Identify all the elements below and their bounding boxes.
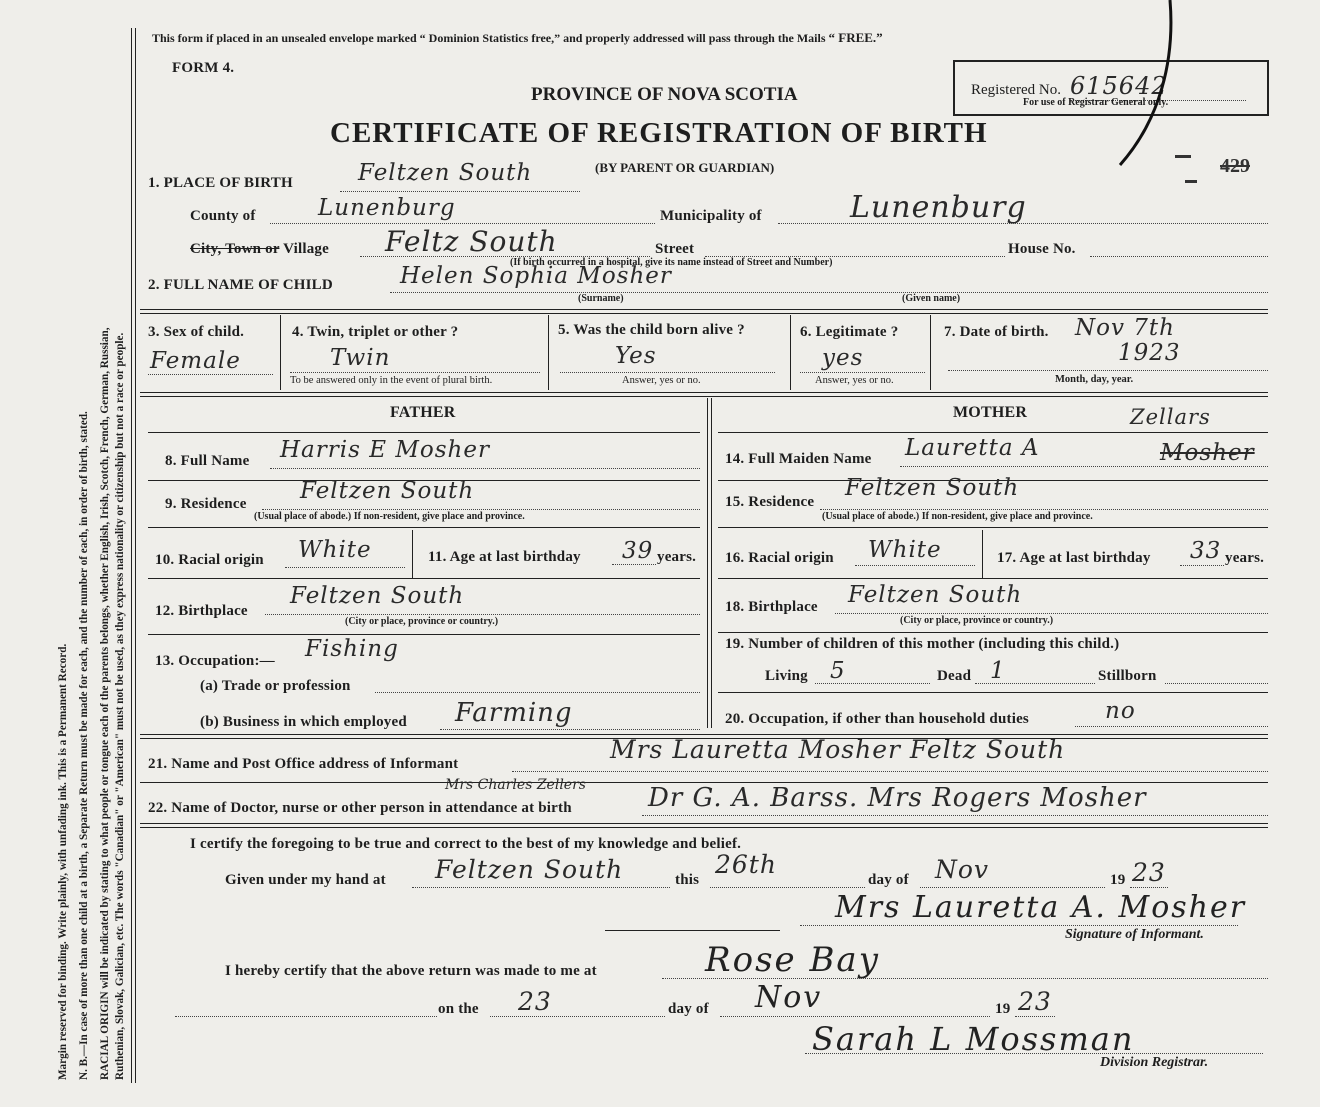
label-hereby: I hereby certify that the above return was made to me at bbox=[225, 963, 597, 979]
label-father-residence: 9. Residence bbox=[165, 496, 247, 512]
pen-stroke-mark bbox=[1115, 0, 1185, 170]
margin-racial-note-1: RACIAL ORIGIN will be indicated by stating to what people or tongue each of the parents belongs, whether English, Irish, Scotch, French, German, Russian, bbox=[99, 327, 111, 1080]
surname-note: (Surname) bbox=[578, 293, 624, 304]
label-mother-birthplace: 18. Birthplace bbox=[725, 599, 818, 615]
divider-certify bbox=[140, 823, 1268, 828]
value-village: Feltz South bbox=[385, 225, 558, 258]
label-house-no: House No. bbox=[1008, 241, 1076, 257]
registrar-signature: Sarah L Mossman bbox=[812, 1020, 1135, 1058]
value-twin: Twin bbox=[330, 345, 391, 371]
label-mother-racial: 16. Racial origin bbox=[725, 550, 834, 566]
given-name-note: (Given name) bbox=[902, 293, 961, 304]
label-street: Street bbox=[655, 241, 695, 257]
value-father-residence: Feltzen South bbox=[300, 478, 475, 504]
label-sex: 3. Sex of child. bbox=[148, 324, 245, 340]
mother-abode-note: (Usual place of abode.) If non-resident, give place and province. bbox=[822, 511, 1093, 522]
registered-number: 615642 bbox=[1070, 72, 1168, 100]
answer-note-6: Answer, yes or no. bbox=[815, 375, 894, 386]
value-living: 5 bbox=[830, 658, 846, 684]
label-dead: Dead bbox=[937, 668, 972, 684]
twin-note: To be answered only in the event of plural birth. bbox=[290, 375, 493, 386]
label-mother-age: 17. Age at last birthday bbox=[997, 550, 1151, 566]
registrar-note: For use of Registrar General only. bbox=[1023, 97, 1169, 108]
value-mother-birthplace: Feltzen South bbox=[848, 582, 1023, 608]
label-twin: 4. Twin, triplet or other ? bbox=[292, 324, 459, 340]
month-day-year-note: Month, day, year. bbox=[1055, 374, 1134, 385]
dash-mark-2 bbox=[1185, 180, 1197, 183]
value-child-name: Helen Sophia Mosher bbox=[400, 263, 672, 289]
value-mother-maiden: Lauretta A bbox=[905, 435, 1040, 461]
label-father-years: years. bbox=[657, 549, 697, 565]
label-city-town-village: City, Town or Village bbox=[190, 241, 329, 257]
label-mother-residence: 15. Residence bbox=[725, 494, 815, 510]
corner-mark: 429 bbox=[1220, 155, 1250, 177]
hospital-note: (If birth occurred in a hospital, give its name instead of Street and Number) bbox=[510, 257, 833, 268]
label-date-of-birth: 7. Date of birth. bbox=[944, 324, 1049, 340]
label-legitimate: 6. Legitimate ? bbox=[800, 324, 899, 340]
value-place-of-birth: Feltzen South bbox=[358, 160, 533, 186]
label-informant: 21. Name and Post Office address of Informant bbox=[148, 756, 459, 772]
label-father-racial: 10. Racial origin bbox=[155, 552, 264, 568]
heading-mother: MOTHER bbox=[953, 404, 1028, 421]
value-father-business: Farming bbox=[455, 698, 573, 728]
label-child-name: 2. FULL NAME OF CHILD bbox=[148, 277, 333, 293]
value-dead: 1 bbox=[990, 658, 1006, 684]
value-doctor: Dr G. A. Barss. Mrs Rogers Mosher bbox=[648, 783, 1147, 813]
label-municipality: Municipality of bbox=[660, 208, 762, 224]
label-place-of-birth: 1. PLACE OF BIRTH bbox=[148, 175, 293, 191]
value-father-age: 39 bbox=[622, 538, 654, 564]
value-mother-racial: White bbox=[868, 537, 942, 563]
value-father-racial: White bbox=[298, 537, 372, 563]
value-return-place: Rose Bay bbox=[705, 940, 880, 980]
value-father-name: Harris E Mosher bbox=[280, 437, 490, 463]
value-born-alive: Yes bbox=[615, 343, 657, 369]
label-born-alive: 5. Was the child born alive ? bbox=[558, 322, 745, 338]
value-return-year: 23 bbox=[1018, 987, 1052, 1016]
label-father-age: 11. Age at last birthday bbox=[428, 549, 581, 565]
label-stillborn: Stillborn bbox=[1098, 668, 1157, 684]
value-given-year: 23 bbox=[1132, 858, 1166, 887]
label-father-name: 8. Full Name bbox=[165, 453, 250, 469]
label-father-birthplace: 12. Birthplace bbox=[155, 603, 248, 619]
dash-mark bbox=[1175, 155, 1191, 158]
margin-binding-note: Margin reserved for binding. Write plainly, with unfading ink. This is a Permanent Record. bbox=[57, 643, 69, 1080]
mother-city-note: (City or place, province or country.) bbox=[900, 615, 1054, 626]
certificate-subtitle: (BY PARENT OR GUARDIAN) bbox=[595, 160, 775, 175]
registered-box bbox=[953, 60, 1269, 116]
label-year-prefix-1: 19 bbox=[1110, 872, 1126, 888]
value-father-birthplace: Feltzen South bbox=[290, 583, 465, 609]
label-living: Living bbox=[765, 668, 808, 684]
label-on-the: on the bbox=[438, 1001, 479, 1017]
label-trade: (a) Trade or profession bbox=[200, 678, 351, 694]
certify-statement: I certify the foregoing to be true and correct to the best of my knowledge and belief. bbox=[190, 836, 742, 852]
value-given-at: Feltzen South bbox=[435, 855, 624, 884]
label-doctor: 22. Name of Doctor, nurse or other person in attendance at birth bbox=[148, 800, 572, 816]
province-title: PROVINCE OF NOVA SCOTIA bbox=[531, 84, 798, 105]
divider-top bbox=[140, 309, 1268, 314]
value-mother-residence: Feltzen South bbox=[845, 475, 1020, 501]
value-father-occupation: Fishing bbox=[305, 636, 399, 662]
value-legitimate: yes bbox=[822, 345, 864, 371]
heading-father: FATHER bbox=[390, 404, 456, 421]
value-county: Lunenburg bbox=[318, 195, 456, 221]
value-mother-occupation: no bbox=[1105, 698, 1136, 724]
label-division-registrar: Division Registrar. bbox=[1100, 1055, 1209, 1070]
informant-signature: Mrs Lauretta A. Mosher bbox=[835, 890, 1247, 925]
label-children: 19. Number of children of this mother (including this child.) bbox=[725, 636, 1120, 652]
label-day-of: day of bbox=[868, 872, 909, 888]
label-mother-maiden: 14. Full Maiden Name bbox=[725, 451, 872, 467]
value-municipality: Lunenburg bbox=[850, 190, 1027, 225]
value-informant: Mrs Lauretta Mosher Feltz South bbox=[610, 735, 1066, 764]
label-this: this bbox=[675, 872, 700, 888]
answer-note-5: Answer, yes or no. bbox=[622, 375, 701, 386]
certificate-title: CERTIFICATE OF REGISTRATION OF BIRTH bbox=[330, 117, 988, 149]
margin-nb-note: N. B.—In case of more than one child at a birth, a Separate Return must be made for each, and the number of each, in order of birth, stated. bbox=[78, 411, 90, 1080]
father-abode-note: (Usual place of abode.) If non-resident, give place and province. bbox=[254, 511, 525, 522]
label-year-prefix-2: 19 bbox=[995, 1001, 1011, 1017]
form-number: FORM 4. bbox=[172, 60, 235, 76]
value-mother-age: 33 bbox=[1190, 538, 1222, 564]
label-day-of-2: day of bbox=[668, 1001, 709, 1017]
value-return-day: 23 bbox=[518, 987, 552, 1016]
label-father-occupation: 13. Occupation:— bbox=[155, 653, 275, 669]
value-mother-maiden-struck: Mosher bbox=[1160, 440, 1255, 466]
label-given-at: Given under my hand at bbox=[225, 872, 386, 888]
label-business: (b) Business in which employed bbox=[200, 714, 407, 730]
father-city-note: (City or place, province or country.) bbox=[345, 616, 499, 627]
mail-notice: This form if placed in an unsealed envelope marked “ Dominion Statistics free,” and properly addressed will pass through the Mails “ FREE.” bbox=[152, 30, 883, 45]
value-given-day: 26th bbox=[715, 850, 777, 879]
label-mother-years: years. bbox=[1225, 550, 1265, 566]
value-return-month: Nov bbox=[755, 980, 823, 1015]
value-dob-year: 1923 bbox=[1118, 340, 1181, 366]
value-given-month: Nov bbox=[935, 855, 990, 884]
divider-father-mother bbox=[707, 398, 712, 728]
margin-racial-note-2: Ruthenian, Slovak, Galician, etc. The words "Canadian" or "American" must not be used, as they express nationality or citizenship but not a race or people. bbox=[114, 332, 126, 1080]
value-sex: Female bbox=[150, 348, 241, 374]
registered-label: Registered No. bbox=[971, 82, 1061, 98]
label-county: County of bbox=[190, 208, 256, 224]
label-mother-occupation: 20. Occupation, if other than household duties bbox=[725, 711, 1029, 727]
value-mother-maiden-added: Zellars bbox=[1130, 405, 1211, 429]
value-doctor-added: Mrs Charles Zellers bbox=[445, 777, 586, 793]
label-signature-informant: Signature of Informant. bbox=[1065, 927, 1204, 942]
divider-parents bbox=[140, 392, 1268, 397]
value-dob-month: Nov 7th bbox=[1075, 315, 1175, 341]
margin-border bbox=[131, 28, 136, 1083]
